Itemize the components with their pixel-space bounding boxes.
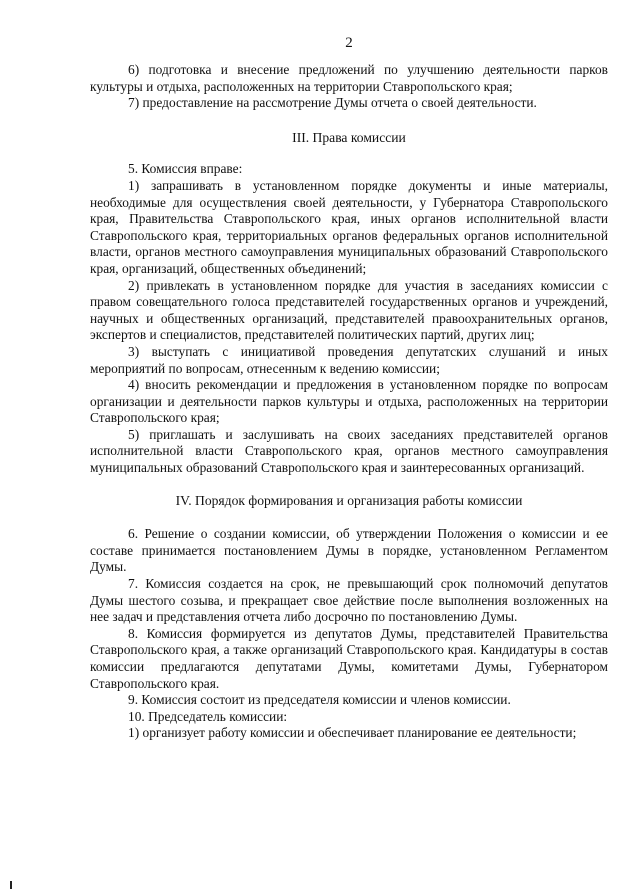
paragraph: 1) организует работу комиссии и обеспечивает планирование ее деятельности; <box>128 725 577 741</box>
paragraph: 9. Комиссия состоит из председателя комиссии и членов комиссии. <box>128 692 511 708</box>
paragraph: 2) привлекать в установленном порядке для участия в заседаниях комиссии с правом совещательного голоса представителей государственных органов и учреждений, научных и общественных организаций, представителей правоохранительных органов, экспертов и специалистов, представителей политических партий, других лиц; <box>90 277 608 343</box>
paragraph: 6) подготовка и внесение предложений по улучшению деятельности парков культуры и отдыха, расположенных на территории Ставропольского края; <box>90 62 608 94</box>
paragraph: 8. Комиссия формируется из депутатов Думы, представителей Правительства Ставропольского края, а также организаций Ставропольского края. Кандидатуры в состав комиссии предлагаются депутатами Думы, комитетами Думы, Губернатором Ставропольского края. <box>90 625 608 691</box>
paragraph: 5) приглашать и заслушивать на своих заседаниях представителей органов исполнительной власти Ставропольского края, органов местного самоуправления муниципальных образований Ставропольского края и заинтересованных организаций. <box>90 426 608 476</box>
paragraph: 5. Комиссия вправе: <box>128 161 243 177</box>
paragraph: 6. Решение о создании комиссии, об утверждении Положения о комиссии и ее составе принимается постановлением Думы в порядке, установленном Регламентом Думы. <box>90 526 608 575</box>
paragraph: 4) вносить рекомендации и предложения в установленном порядке по вопросам организации и деятельности парков культуры и отдыха, расположенных на территории Ставропольского края; <box>90 377 608 426</box>
section-heading-formation: IV. Порядок формирования и организация работы комиссии <box>175 492 523 508</box>
page-number: 2 <box>345 35 353 51</box>
scan-mark <box>10 881 12 889</box>
document-body <box>90 62 608 742</box>
paragraph: 7. Комиссия создается на срок, не превышающий срок полномочий депутатов Думы шестого созыва, и прекращает свое действие после выполнения возложенных на нее задач и представления отчета либо досрочно по постановлению Думы. <box>90 576 608 625</box>
paragraph: 3) выступать с инициативой проведения депутатских слушаний и иных мероприятий по вопросам, отнесенным к ведению комиссии; <box>90 343 608 376</box>
paragraph: 10. Председатель комиссии: <box>128 708 288 724</box>
section-heading-rights: III. Права комиссии <box>292 129 406 145</box>
paragraph: 1) запрашивать в установленном порядке документы и иные материалы, необходимые для осуществления своей деятельности, у Губернатора Ставропольского края, Правительства Ставропольского края, иных органов исполнительной власти Ставропольского края, территориальных органов федеральных органов исполнительной власти, органов местного самоуправления муниципальных образований Ставропольского края, организаций, общественных объединений; <box>90 177 608 276</box>
paragraph: 7) предоставление на рассмотрение Думы отчета о своей деятельности. <box>128 95 537 111</box>
